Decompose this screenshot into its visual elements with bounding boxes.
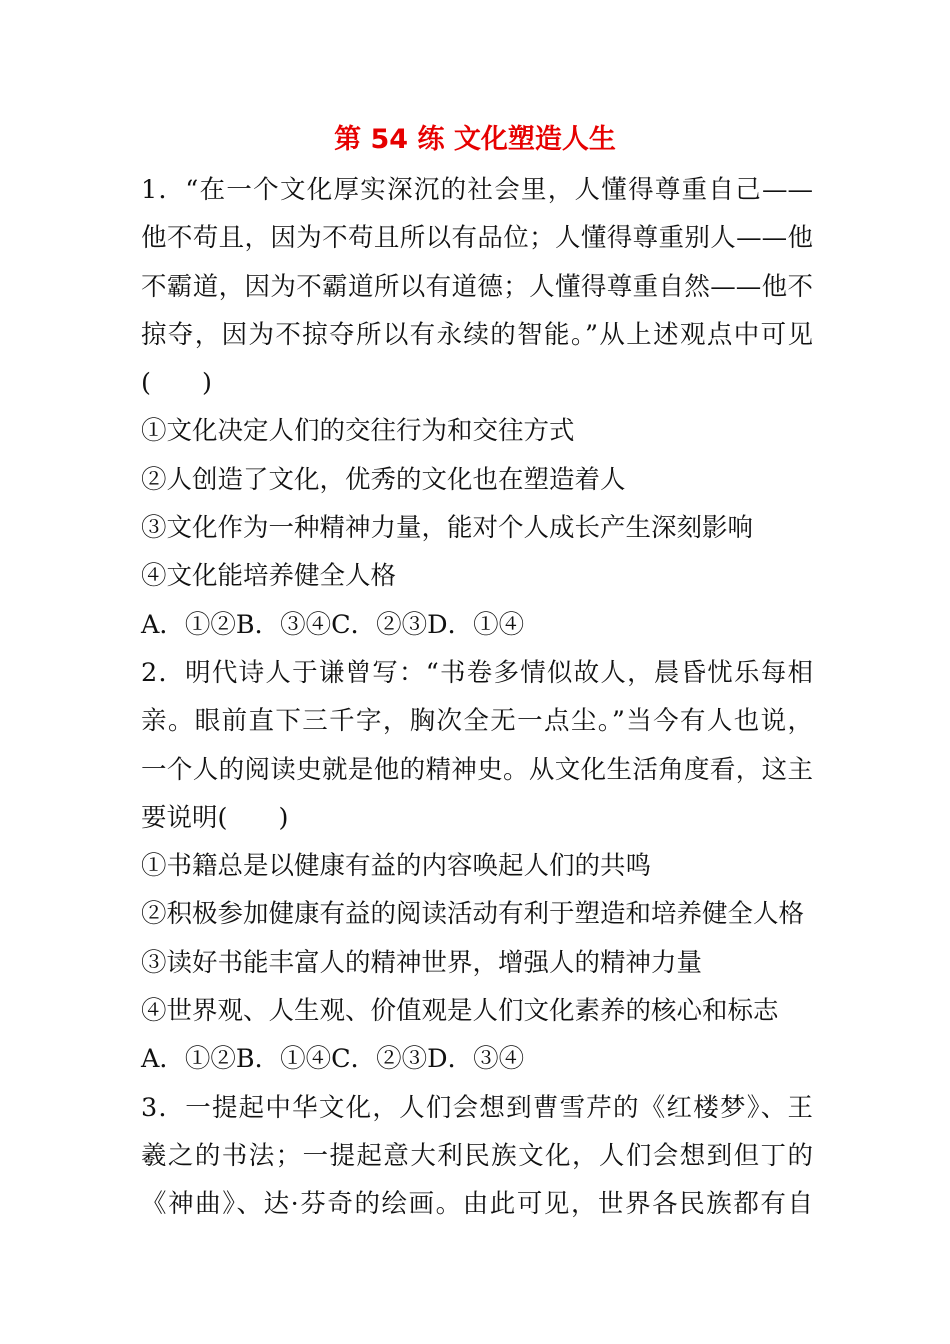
option-q2-3: ③读好书能丰富人的精神世界，增强人的精神力量	[141, 947, 703, 978]
option-q1-1: ①文化决定人们的交往行为和交往方式	[141, 416, 575, 447]
option-q2-2: ②积极参加健康有益的阅读活动有利于塑造和培养健全人格	[141, 899, 805, 930]
option-q2-1: ①书籍总是以健康有益的内容唤起人们的共鸣	[141, 851, 652, 882]
text-line-q3-2: 羲之的书法；一提起意大利民族文化，人们会想到但丁的	[141, 1140, 813, 1171]
text-line-q1-1: 1．“在一个文化厚实深沉的社会里，人懂得尊重自己——	[141, 175, 813, 205]
text-line-q2-2: 亲。眼前直下三千字，胸次全无一点尘。”当今有人也说，	[141, 706, 813, 737]
text-line-q3-3: 《神曲》、达·芬奇的绘画。由此可见，世界各民族都有自	[141, 1189, 813, 1220]
option-q1-2: ②人创造了文化，优秀的文化也在塑造着人	[141, 464, 626, 495]
text-line-q1-2: 他不苟且，因为不苟且所以有品位；人懂得尊重别人——他	[141, 223, 813, 254]
document-body	[141, 166, 813, 1229]
text-line-q2-4: 要说明( )	[141, 802, 289, 833]
answer-blank-q1: ( )	[141, 368, 212, 399]
choices-q1: A．①②B．③④C．②③D．①④	[141, 609, 525, 640]
text-line-q1-3: 不霸道，因为不霸道所以有道德；人懂得尊重自然——他不	[141, 271, 813, 302]
text-line-q2-3: 一个人的阅读史就是他的精神史。从文化生活角度看，这主	[141, 754, 813, 785]
text-line-q2-1: 2．明代诗人于谦曾写：“书卷多情似故人，晨昏忧乐每相	[141, 657, 813, 688]
option-q1-4: ④文化能培养健全人格	[141, 561, 397, 592]
option-q1-3: ③文化作为一种精神力量，能对个人成长产生深刻影响	[141, 513, 754, 544]
choices-q2: A．①②B．①④C．②③D．③④	[141, 1044, 525, 1075]
page-title: 第 54 练 文化塑造人生	[334, 124, 616, 155]
text-line-q1-4: 掠夺，因为不掠夺所以有永续的智能。”从上述观点中可见	[141, 319, 813, 350]
option-q2-4: ④世界观、人生观、价值观是人们文化素养的核心和标志	[141, 996, 779, 1027]
text-line-q3-1: 3．一提起中华文化，人们会想到曹雪芹的《红楼梦》、王	[141, 1092, 813, 1123]
